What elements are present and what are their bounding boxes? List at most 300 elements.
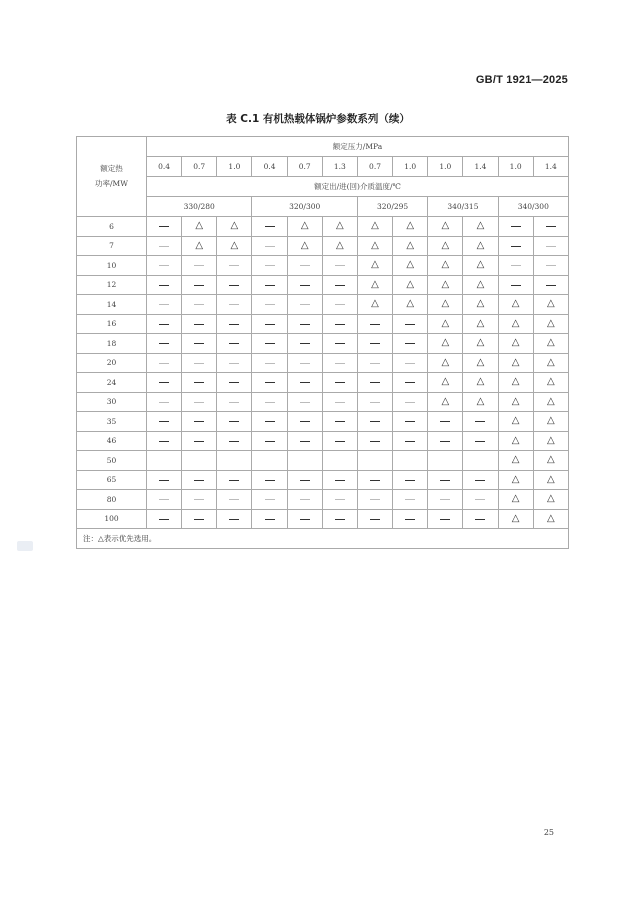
triangle-icon: △ xyxy=(441,298,450,310)
power-value: 65 xyxy=(77,470,147,490)
not-applicable-mark xyxy=(147,217,182,237)
not-applicable-mark xyxy=(217,353,252,373)
dash-icon xyxy=(194,441,204,442)
dash-icon xyxy=(405,519,415,520)
triangle-icon: △ xyxy=(406,298,415,310)
not-applicable-mark xyxy=(357,314,392,334)
dash-icon xyxy=(546,285,556,286)
not-applicable-mark xyxy=(428,470,463,490)
pressure-value: 1.0 xyxy=(217,157,252,177)
preferred-mark xyxy=(498,373,533,393)
empty-cell xyxy=(357,451,392,471)
preferred-mark xyxy=(498,353,533,373)
dash-icon xyxy=(405,343,415,344)
dash-icon xyxy=(405,441,415,442)
preferred-mark xyxy=(428,373,463,393)
dash-icon xyxy=(300,402,310,403)
dash-icon xyxy=(159,246,169,247)
triangle-icon: △ xyxy=(547,473,555,485)
preferred-mark xyxy=(533,373,568,393)
not-applicable-mark xyxy=(393,490,428,510)
preferred-mark xyxy=(287,236,322,256)
dash-icon xyxy=(194,499,204,500)
not-applicable-mark xyxy=(182,314,217,334)
triangle-icon: △ xyxy=(547,512,555,524)
table-row xyxy=(77,392,569,412)
side-marker xyxy=(17,541,33,551)
preferred-mark xyxy=(182,217,217,237)
dash-icon xyxy=(335,402,345,403)
triangle-icon: △ xyxy=(195,220,204,232)
preferred-mark xyxy=(463,392,498,412)
not-applicable-mark xyxy=(322,490,357,510)
preferred-mark xyxy=(287,217,322,237)
empty-cell xyxy=(252,451,287,471)
triangle-icon: △ xyxy=(476,239,485,251)
not-applicable-mark xyxy=(322,295,357,315)
preferred-mark xyxy=(393,236,428,256)
dash-icon xyxy=(335,480,345,481)
dash-icon xyxy=(300,421,310,422)
triangle-icon: △ xyxy=(371,220,379,232)
empty-cell xyxy=(393,451,428,471)
triangle-icon: △ xyxy=(511,395,520,407)
dash-icon xyxy=(475,441,485,442)
pressure-value: 1.3 xyxy=(322,157,357,177)
not-applicable-mark xyxy=(217,490,252,510)
pressure-value: 0.7 xyxy=(357,157,392,177)
parameter-table xyxy=(76,136,569,549)
not-applicable-mark xyxy=(217,275,252,295)
dash-icon xyxy=(265,382,275,383)
triangle-icon: △ xyxy=(511,434,520,446)
power-value: 24 xyxy=(77,373,147,393)
not-applicable-mark xyxy=(147,509,182,529)
dash-icon xyxy=(370,441,380,442)
preferred-mark xyxy=(533,334,568,354)
triangle-icon: △ xyxy=(547,337,555,349)
preferred-mark xyxy=(463,295,498,315)
dash-icon xyxy=(370,324,380,325)
not-applicable-mark xyxy=(428,412,463,432)
not-applicable-mark xyxy=(287,334,322,354)
not-applicable-mark xyxy=(322,373,357,393)
not-applicable-mark xyxy=(463,490,498,510)
triangle-icon: △ xyxy=(371,298,379,310)
dash-icon xyxy=(194,363,204,364)
dash-icon xyxy=(229,519,239,520)
not-applicable-mark xyxy=(322,412,357,432)
table-row xyxy=(77,490,569,510)
not-applicable-mark xyxy=(393,470,428,490)
not-applicable-mark xyxy=(393,314,428,334)
preferred-mark xyxy=(463,314,498,334)
triangle-icon: △ xyxy=(547,356,555,368)
power-header xyxy=(77,137,147,217)
dash-icon xyxy=(405,363,415,364)
table-row xyxy=(77,431,569,451)
preferred-mark xyxy=(217,217,252,237)
preferred-mark xyxy=(357,295,392,315)
dash-icon xyxy=(546,246,556,247)
pressure-value: 1.4 xyxy=(533,157,568,177)
preferred-mark xyxy=(428,392,463,412)
dash-icon xyxy=(300,343,310,344)
table-row xyxy=(77,353,569,373)
triangle-icon: △ xyxy=(476,278,485,290)
triangle-icon: △ xyxy=(441,317,450,329)
dash-icon xyxy=(440,441,450,442)
not-applicable-mark xyxy=(147,334,182,354)
triangle-icon: △ xyxy=(476,395,485,407)
dash-icon xyxy=(335,519,345,520)
dash-icon xyxy=(511,285,521,286)
triangle-icon: △ xyxy=(511,454,520,466)
triangle-icon: △ xyxy=(547,298,555,310)
preferred-mark xyxy=(217,236,252,256)
not-applicable-mark xyxy=(533,275,568,295)
dash-icon xyxy=(335,324,345,325)
empty-cell xyxy=(322,451,357,471)
not-applicable-mark xyxy=(393,353,428,373)
temperature-value: 320/295 xyxy=(357,197,427,217)
table-row xyxy=(77,295,569,315)
dash-icon xyxy=(511,265,521,266)
triangle-icon: △ xyxy=(547,434,555,446)
not-applicable-mark xyxy=(217,314,252,334)
empty-cell xyxy=(463,451,498,471)
preferred-mark xyxy=(463,275,498,295)
dash-icon xyxy=(159,402,169,403)
not-applicable-mark xyxy=(252,509,287,529)
not-applicable-mark xyxy=(287,392,322,412)
preferred-mark xyxy=(428,275,463,295)
not-applicable-mark xyxy=(287,412,322,432)
empty-cell xyxy=(182,451,217,471)
not-applicable-mark xyxy=(393,509,428,529)
triangle-icon: △ xyxy=(371,239,379,251)
not-applicable-mark xyxy=(533,256,568,276)
not-applicable-mark xyxy=(428,509,463,529)
preferred-mark xyxy=(393,256,428,276)
triangle-icon: △ xyxy=(547,317,555,329)
triangle-icon: △ xyxy=(511,415,520,427)
dash-icon xyxy=(300,304,310,305)
dash-icon xyxy=(335,363,345,364)
pressure-value: 0.4 xyxy=(147,157,182,177)
dash-icon xyxy=(335,343,345,344)
preferred-mark xyxy=(463,236,498,256)
triangle-icon: △ xyxy=(547,454,555,466)
not-applicable-mark xyxy=(287,470,322,490)
preferred-mark xyxy=(428,236,463,256)
not-applicable-mark xyxy=(147,373,182,393)
table-row xyxy=(77,373,569,393)
dash-icon xyxy=(405,499,415,500)
not-applicable-mark xyxy=(428,490,463,510)
dash-icon xyxy=(335,285,345,286)
not-applicable-mark xyxy=(217,412,252,432)
dash-icon xyxy=(300,441,310,442)
dash-icon xyxy=(229,285,239,286)
pressure-values-row xyxy=(77,157,569,177)
preferred-mark xyxy=(357,236,392,256)
power-value: 7 xyxy=(77,236,147,256)
dash-icon xyxy=(335,441,345,442)
triangle-icon: △ xyxy=(300,220,309,232)
triangle-icon: △ xyxy=(511,337,520,349)
dash-icon xyxy=(300,285,310,286)
triangle-icon: △ xyxy=(441,220,450,232)
dash-icon xyxy=(370,421,380,422)
dash-icon xyxy=(370,480,380,481)
not-applicable-mark xyxy=(252,256,287,276)
not-applicable-mark xyxy=(252,470,287,490)
triangle-icon: △ xyxy=(336,220,344,232)
not-applicable-mark xyxy=(252,217,287,237)
not-applicable-mark xyxy=(182,412,217,432)
dash-icon xyxy=(370,363,380,364)
not-applicable-mark xyxy=(182,509,217,529)
preferred-mark xyxy=(533,412,568,432)
preferred-mark xyxy=(533,353,568,373)
not-applicable-mark xyxy=(217,256,252,276)
table-row xyxy=(77,470,569,490)
power-value: 16 xyxy=(77,314,147,334)
dash-icon xyxy=(300,265,310,266)
not-applicable-mark xyxy=(252,490,287,510)
preferred-mark xyxy=(498,334,533,354)
not-applicable-mark xyxy=(357,470,392,490)
not-applicable-mark xyxy=(252,353,287,373)
not-applicable-mark xyxy=(498,217,533,237)
not-applicable-mark xyxy=(182,490,217,510)
preferred-mark xyxy=(428,334,463,354)
dash-icon xyxy=(194,382,204,383)
dash-icon xyxy=(194,343,204,344)
temperature-value: 340/300 xyxy=(498,197,568,217)
triangle-icon: △ xyxy=(336,239,344,251)
not-applicable-mark xyxy=(252,392,287,412)
dash-icon xyxy=(300,519,310,520)
not-applicable-mark xyxy=(428,431,463,451)
dash-icon xyxy=(194,402,204,403)
dash-icon xyxy=(475,480,485,481)
not-applicable-mark xyxy=(252,275,287,295)
dash-icon xyxy=(194,480,204,481)
table-title: 表 C.1 有机热载体锅炉参数系列（续） xyxy=(226,113,410,125)
empty-cell xyxy=(147,451,182,471)
not-applicable-mark xyxy=(147,490,182,510)
not-applicable-mark xyxy=(147,314,182,334)
not-applicable-mark xyxy=(393,392,428,412)
not-applicable-mark xyxy=(217,470,252,490)
not-applicable-mark xyxy=(217,431,252,451)
not-applicable-mark xyxy=(147,431,182,451)
not-applicable-mark xyxy=(463,431,498,451)
dash-icon xyxy=(159,519,169,520)
triangle-icon: △ xyxy=(371,278,379,290)
not-applicable-mark xyxy=(182,392,217,412)
not-applicable-mark xyxy=(217,334,252,354)
dash-icon xyxy=(300,480,310,481)
not-applicable-mark xyxy=(322,275,357,295)
not-applicable-mark xyxy=(147,392,182,412)
preferred-mark xyxy=(533,392,568,412)
dash-icon xyxy=(546,265,556,266)
preferred-mark xyxy=(498,451,533,471)
power-value: 18 xyxy=(77,334,147,354)
preferred-mark xyxy=(463,217,498,237)
dash-icon xyxy=(229,324,239,325)
not-applicable-mark xyxy=(498,236,533,256)
dash-icon xyxy=(440,480,450,481)
triangle-icon: △ xyxy=(195,239,204,251)
dash-icon xyxy=(300,363,310,364)
dash-icon xyxy=(194,304,204,305)
not-applicable-mark xyxy=(357,334,392,354)
pressure-value: 1.0 xyxy=(393,157,428,177)
power-value: 46 xyxy=(77,431,147,451)
not-applicable-mark xyxy=(357,412,392,432)
power-value: 80 xyxy=(77,490,147,510)
triangle-icon: △ xyxy=(406,278,415,290)
page-number: 25 xyxy=(543,828,554,837)
dash-icon xyxy=(511,246,521,247)
not-applicable-mark xyxy=(533,236,568,256)
not-applicable-mark xyxy=(182,373,217,393)
pressure-value: 1.0 xyxy=(428,157,463,177)
not-applicable-mark xyxy=(287,353,322,373)
dash-icon xyxy=(475,499,485,500)
triangle-icon: △ xyxy=(511,493,520,505)
triangle-icon: △ xyxy=(371,259,379,271)
pressure-value: 0.7 xyxy=(182,157,217,177)
not-applicable-mark xyxy=(252,295,287,315)
triangle-icon: △ xyxy=(406,259,415,271)
not-applicable-mark xyxy=(322,392,357,412)
pressure-value: 0.7 xyxy=(287,157,322,177)
dash-icon xyxy=(159,304,169,305)
triangle-icon: △ xyxy=(476,220,485,232)
preferred-mark xyxy=(463,353,498,373)
dash-icon xyxy=(159,226,169,227)
dash-icon xyxy=(300,382,310,383)
preferred-mark xyxy=(498,295,533,315)
dash-icon xyxy=(370,402,380,403)
preferred-mark xyxy=(533,490,568,510)
triangle-icon: △ xyxy=(511,376,520,388)
preferred-mark xyxy=(393,275,428,295)
dash-icon xyxy=(159,421,169,422)
not-applicable-mark xyxy=(357,392,392,412)
not-applicable-mark xyxy=(287,509,322,529)
triangle-icon: △ xyxy=(547,415,555,427)
dash-icon xyxy=(229,304,239,305)
temperature-value: 320/300 xyxy=(252,197,357,217)
dash-icon xyxy=(265,285,275,286)
dash-icon xyxy=(265,265,275,266)
not-applicable-mark xyxy=(182,334,217,354)
table-row xyxy=(77,314,569,334)
triangle-icon: △ xyxy=(547,376,555,388)
dash-icon xyxy=(159,363,169,364)
preferred-mark xyxy=(428,314,463,334)
standard-number: GB/T 1921—2025 xyxy=(475,74,568,86)
preferred-mark xyxy=(322,217,357,237)
power-value: 6 xyxy=(77,217,147,237)
temperature-header: 额定出/进(回)介质温度/℃ xyxy=(147,177,569,197)
table-row xyxy=(77,334,569,354)
not-applicable-mark xyxy=(287,275,322,295)
dash-icon xyxy=(405,382,415,383)
preferred-mark xyxy=(428,295,463,315)
pressure-value: 1.4 xyxy=(463,157,498,177)
not-applicable-mark xyxy=(393,412,428,432)
not-applicable-mark xyxy=(182,295,217,315)
preferred-mark xyxy=(498,490,533,510)
dash-icon xyxy=(335,382,345,383)
triangle-icon: △ xyxy=(441,337,450,349)
not-applicable-mark xyxy=(463,412,498,432)
dash-icon xyxy=(159,265,169,266)
dash-icon xyxy=(229,499,239,500)
not-applicable-mark xyxy=(287,373,322,393)
dash-icon xyxy=(229,480,239,481)
not-applicable-mark xyxy=(322,334,357,354)
dash-icon xyxy=(335,265,345,266)
not-applicable-mark xyxy=(393,431,428,451)
not-applicable-mark xyxy=(217,392,252,412)
triangle-icon: △ xyxy=(441,356,450,368)
power-header-line2: 功率/MW xyxy=(95,178,128,188)
preferred-mark xyxy=(322,236,357,256)
not-applicable-mark xyxy=(252,412,287,432)
dash-icon xyxy=(405,402,415,403)
not-applicable-mark xyxy=(322,509,357,529)
dash-icon xyxy=(265,226,275,227)
triangle-icon: △ xyxy=(511,317,520,329)
dash-icon xyxy=(335,421,345,422)
dash-icon xyxy=(405,480,415,481)
power-value: 50 xyxy=(77,451,147,471)
triangle-icon: △ xyxy=(476,298,485,310)
preferred-mark xyxy=(357,275,392,295)
not-applicable-mark xyxy=(322,431,357,451)
dash-icon xyxy=(229,363,239,364)
dash-icon xyxy=(370,382,380,383)
not-applicable-mark xyxy=(498,256,533,276)
dash-icon xyxy=(405,421,415,422)
triangle-icon: △ xyxy=(476,337,485,349)
dash-icon xyxy=(475,519,485,520)
preferred-mark xyxy=(357,217,392,237)
preferred-mark xyxy=(428,256,463,276)
preferred-mark xyxy=(393,217,428,237)
dash-icon xyxy=(159,382,169,383)
dash-icon xyxy=(265,402,275,403)
power-value: 20 xyxy=(77,353,147,373)
not-applicable-mark xyxy=(287,314,322,334)
dash-icon xyxy=(229,421,239,422)
dash-icon xyxy=(440,499,450,500)
table-row xyxy=(77,509,569,529)
preferred-mark xyxy=(428,217,463,237)
not-applicable-mark xyxy=(287,256,322,276)
dash-icon xyxy=(229,265,239,266)
triangle-icon: △ xyxy=(441,395,450,407)
not-applicable-mark xyxy=(287,431,322,451)
